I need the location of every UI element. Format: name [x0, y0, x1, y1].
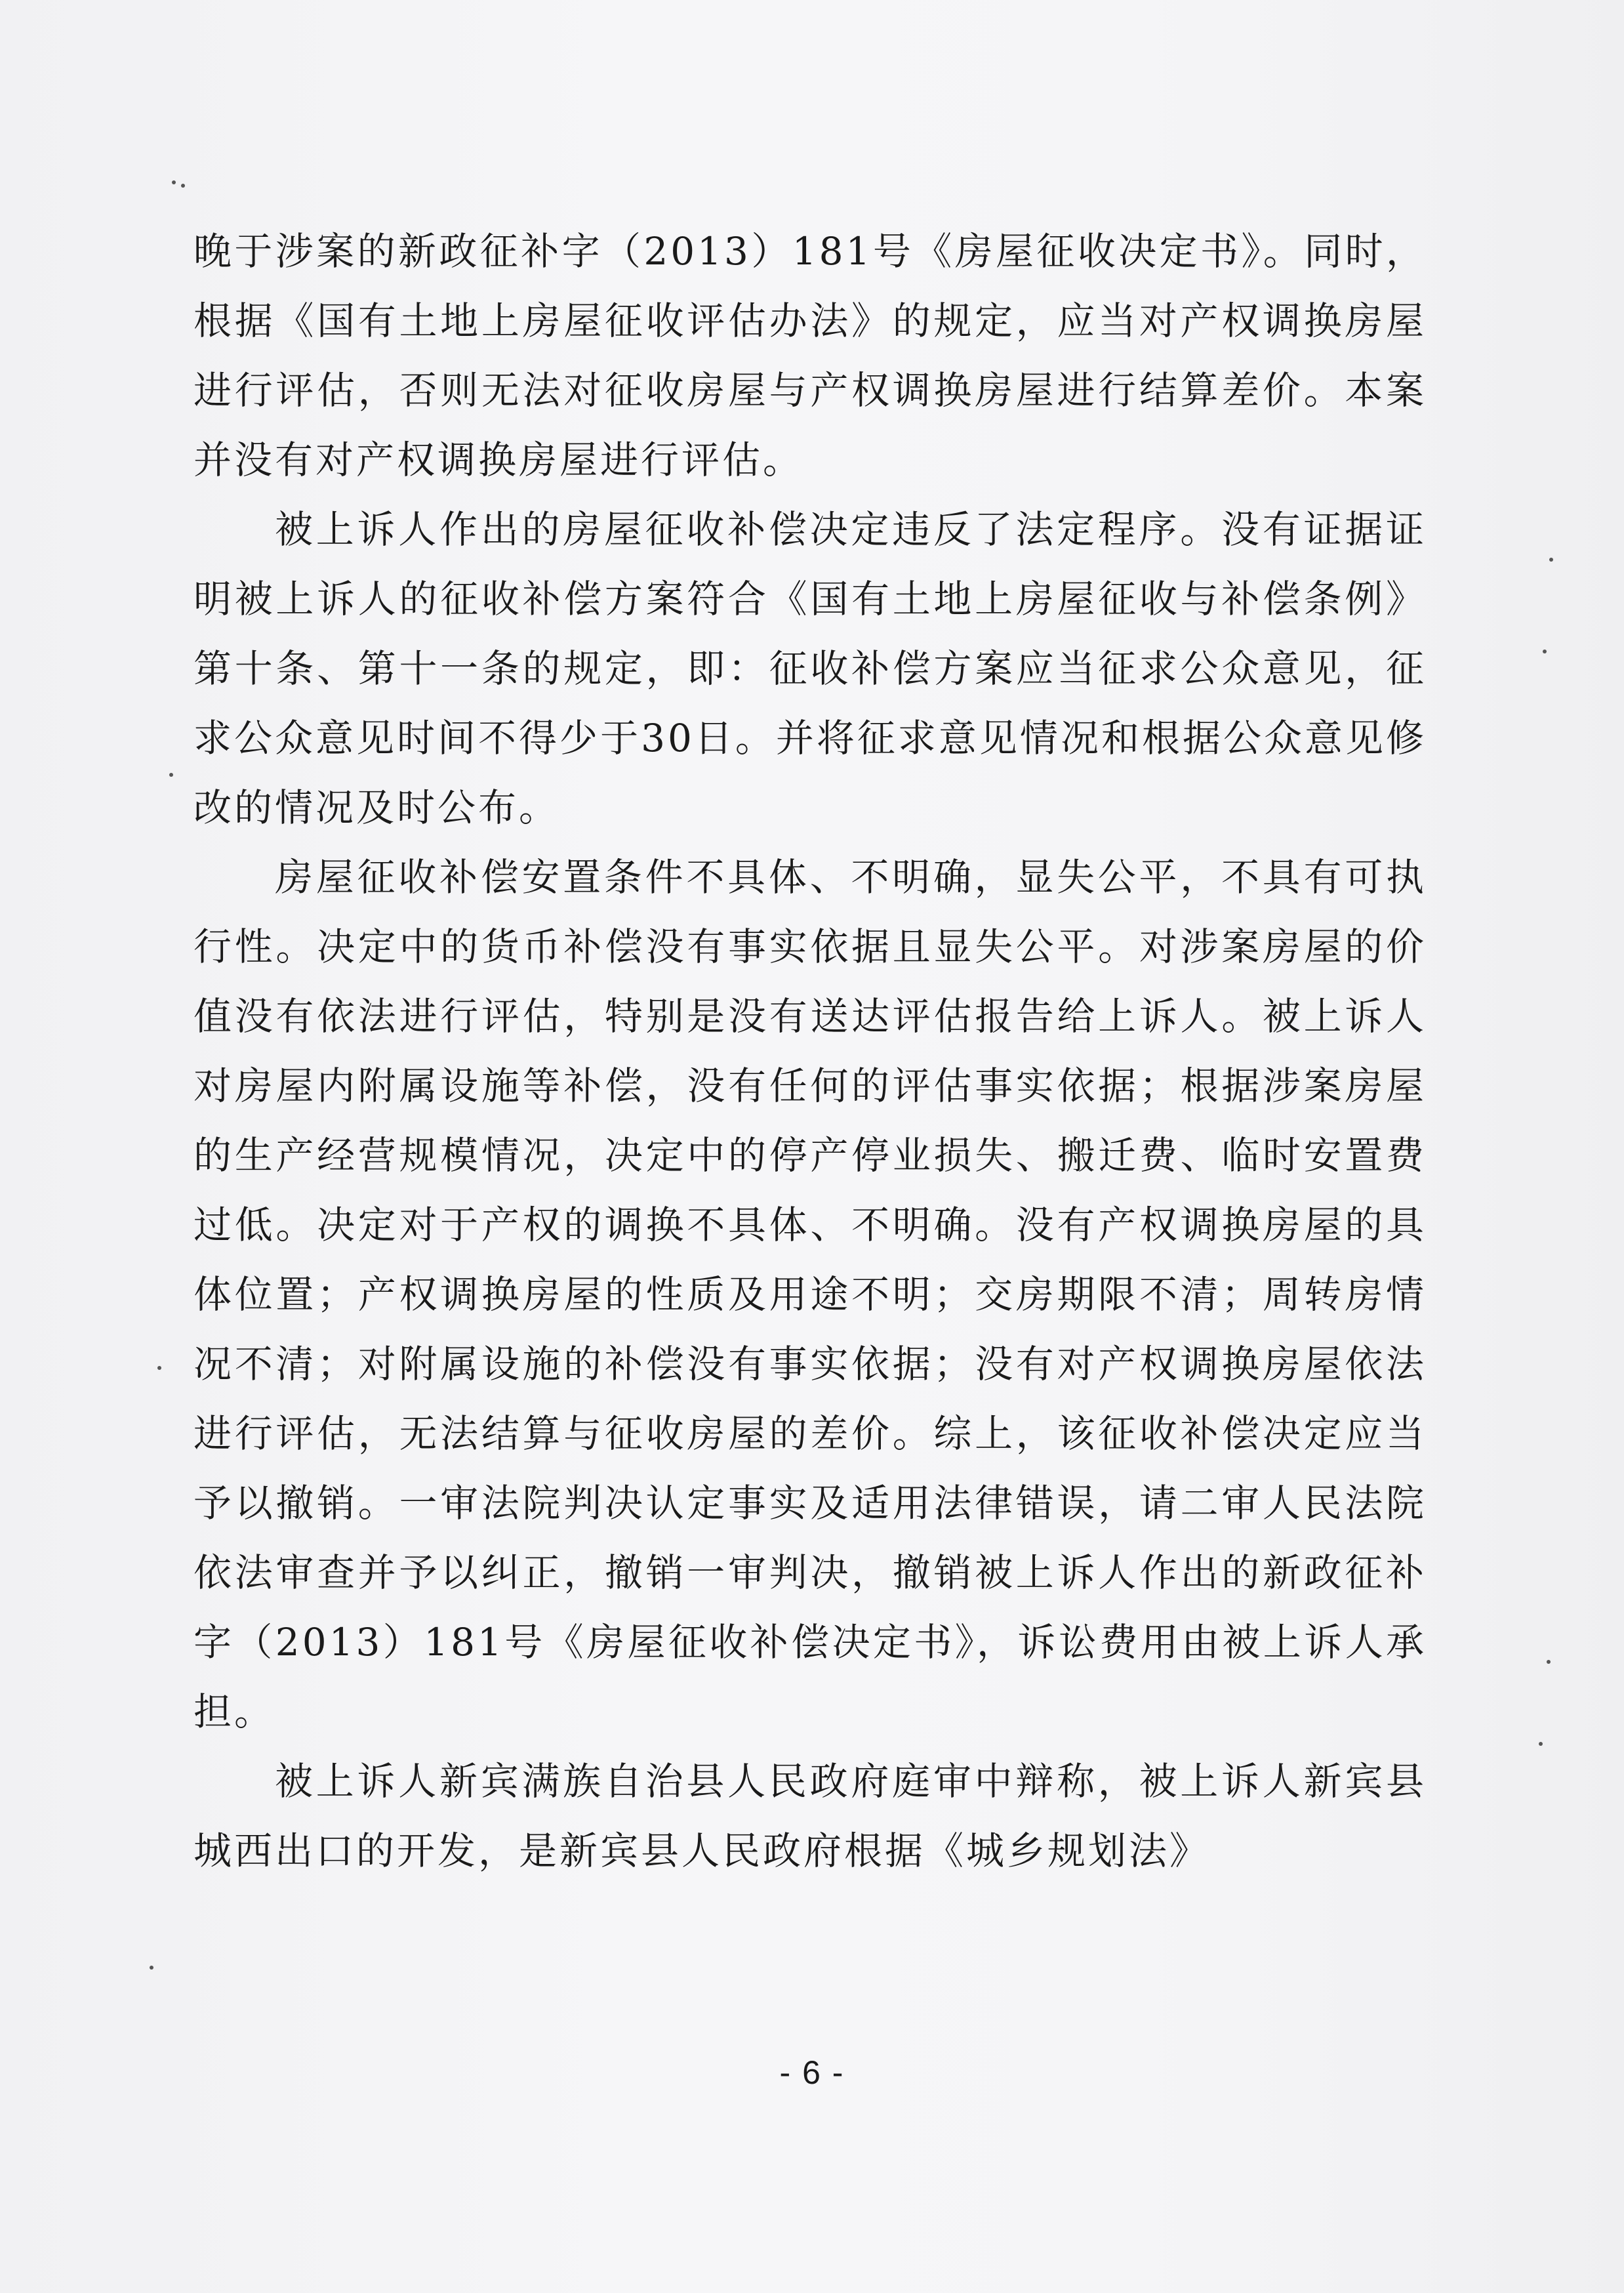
paragraph-3: 房屋征收补偿安置条件不具体、不明确，显失公平，不具有可执行性。决定中的货币补偿没有事实依据且显失公平。对涉案房屋的价值没有依法进行评估，特别是没有送达评估报告给上诉人。被上诉人对房屋内附属设施等补偿，没有任何的评估事实依据；根据涉案房屋的生产经营规模情况，决定中的停产停业损失、搬迁费、临时安置费过低。决定对于产权的调换不具体、不明确。没有产权调换房屋的具体位置；产权调换房屋的性质及用途不明；交房期限不清；周转房情况不清；对附属设施的补偿没有事实依据；没有对产权调换房屋依法进行评估，无法结算与征收房屋的差价。综上，该征收补偿决定应当予以撤销。一审法院判决认定事实及适用法律错误，请二审人民法院依法审查并予以纠正，撤销一审判决，撤销被上诉人作出的新政征补字（2013）181号《房屋征收补偿决定书》，诉讼费用由被上诉人承担。 [193, 855, 1427, 1734]
paragraph-2: 被上诉人作出的房屋征收补偿决定违反了法定程序。没有证据证明被上诉人的征收补偿方案符合《国有土地上房屋征收与补偿条例》第十条、第十一条的规定，即：征收补偿方案应当征求公众意见，征求公众意见时间不得少于30日。并将征求意见情况和根据公众意见修改的情况及时公布。 [193, 507, 1427, 830]
scan-speck [150, 1966, 153, 1970]
scan-speck [181, 184, 185, 188]
document-body [193, 217, 1427, 1886]
scan-speck [172, 180, 176, 184]
page-number: - 6 - [779, 2054, 845, 2091]
scan-speck [169, 773, 173, 777]
scan-speck [1539, 1742, 1543, 1746]
scan-speck [1549, 558, 1553, 562]
scan-speck [1547, 1660, 1551, 1664]
paragraph-1: 晚于涉案的新政征补字（2013）181号《房屋征收决定书》。同时，根据《国有土地上房屋征收评估办法》的规定，应当对产权调换房屋进行评估，否则无法对征收房屋与产权调换房屋进行结算差价。本案并没有对产权调换房屋进行评估。 [193, 229, 1427, 482]
paragraph-4: 被上诉人新宾满族自治县人民政府庭审中辩称，被上诉人新宾县城西出口的开发，是新宾县人民政府根据《城乡规划法》 [193, 1759, 1427, 1873]
scan-speck [1543, 650, 1547, 653]
scan-speck [157, 1366, 161, 1370]
